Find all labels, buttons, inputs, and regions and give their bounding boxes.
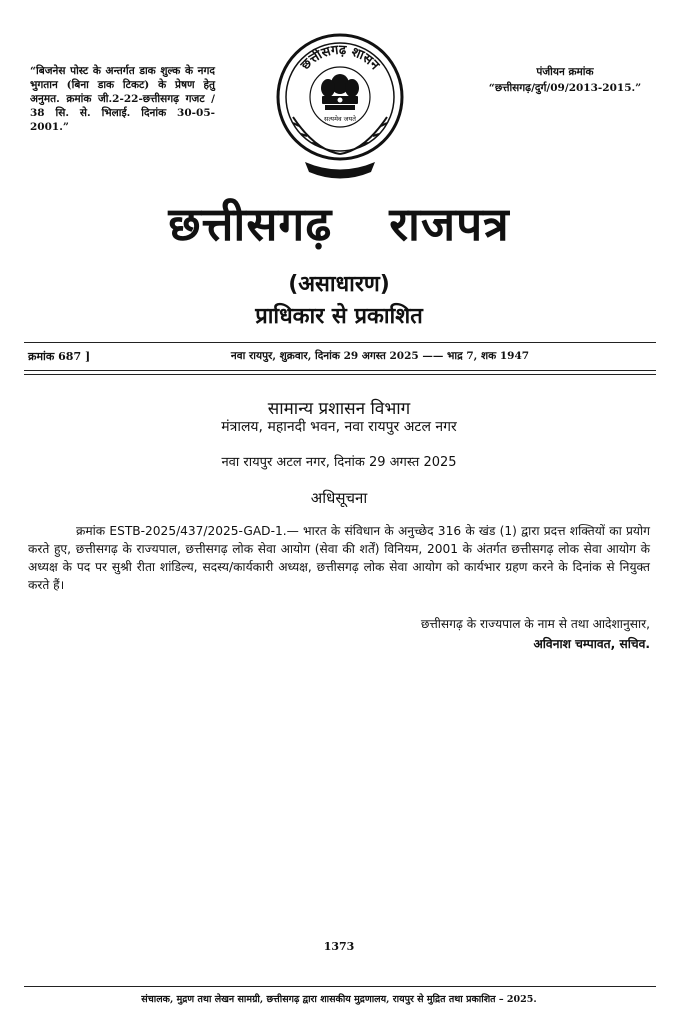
closing-block <box>200 614 650 654</box>
department-name: सामान्य प्रशासन विभाग <box>267 399 411 419</box>
registration-label: पंजीयन क्रमांक <box>536 66 594 78</box>
footer-rule <box>24 986 656 987</box>
gazette-edition: (असाधारण) <box>288 272 390 297</box>
emblem-motto: सत्यमेव जयते <box>324 115 356 123</box>
page-number: 1373 <box>323 940 355 953</box>
notice-place-date: नवा रायपुर अटल नगर, दिनांक 29 अगस्त 2025 <box>221 455 457 470</box>
issue-place-date: नवा रायपुर, शुक्रवार, दिनांक 29 अगस्त 2025 —— भाद्र 7, शक 1947 <box>230 350 530 362</box>
issue-number: क्रमांक 687 ] <box>28 350 91 363</box>
header-bottom-rule-thin <box>24 374 656 375</box>
registration-block <box>470 64 660 96</box>
header-bottom-rule <box>24 370 656 371</box>
signatory: अविनाश चम्पावत, सचिव. <box>533 637 650 651</box>
notice-body: क्रमांक ESTB-2025/437/2025-GAD-1.— भारत के संविधान के अनुच्छेद 316 के खंड (1) द्वारा प्रदत्त शक्तियों का प्रयोग करते हुए, छत्तीसगढ़ के राज्यपाल, छत्तीसगढ़ लोक सेवा आयोग (सेवा की शर्तें) विनियम, 2001 के अंतर्गत छत्तीसगढ़ लोक सेवा आयोग के अध्यक्ष के पद पर सुश्री रीता शांडिल्य, सदस्य/कार्यकारी अध्यक्ष, छत्तीसगढ़ लोक सेवा आयोग को कार्यभार ग्रहण करने के दिनांक से नियुक्त करते हैं। <box>28 524 651 592</box>
header-top-rule <box>24 342 656 343</box>
emblem-graphic <box>275 22 405 187</box>
gazette-title: छत्तीसगढ़ राजपत्र <box>168 197 510 251</box>
postal-permit-note: “बिजनेस पोस्ट के अन्तर्गत डाक शुल्क के नगद भुगतान (बिना डाक टिकट) के प्रेषण हेतु अनुमत. क्रमांक जी.2-22-छत्तीसगढ़ गजट / 38 सि. से. भिलाई. दिनांक 30-05-2001.” <box>30 65 215 133</box>
state-emblem <box>275 22 405 187</box>
printer-footer: संचालक, मुद्रण तथा लेखन सामग्री, छत्तीसगढ़ द्वारा शासकीय मुद्रणालय, रायपुर से मुद्रित तथा प्रकाशित – 2025. <box>141 994 537 1005</box>
emblem-ring-text: छत्तीसगढ़ शासन <box>298 42 382 74</box>
gazette-authority: प्राधिकार से प्रकाशित <box>255 304 423 329</box>
department-address: मंत्रालय, महानदी भवन, नवा रायपुर अटल नगर <box>221 419 457 435</box>
registration-number: “छत्तीसगढ़/दुर्ग/09/2013-2015.” <box>488 82 642 94</box>
notice-heading: अधिसूचना <box>310 489 368 507</box>
ribbon-icon <box>305 162 375 179</box>
closing-line: छत्तीसगढ़ के राज्यपाल के नाम से तथा आदेशानुसार, <box>420 617 650 631</box>
